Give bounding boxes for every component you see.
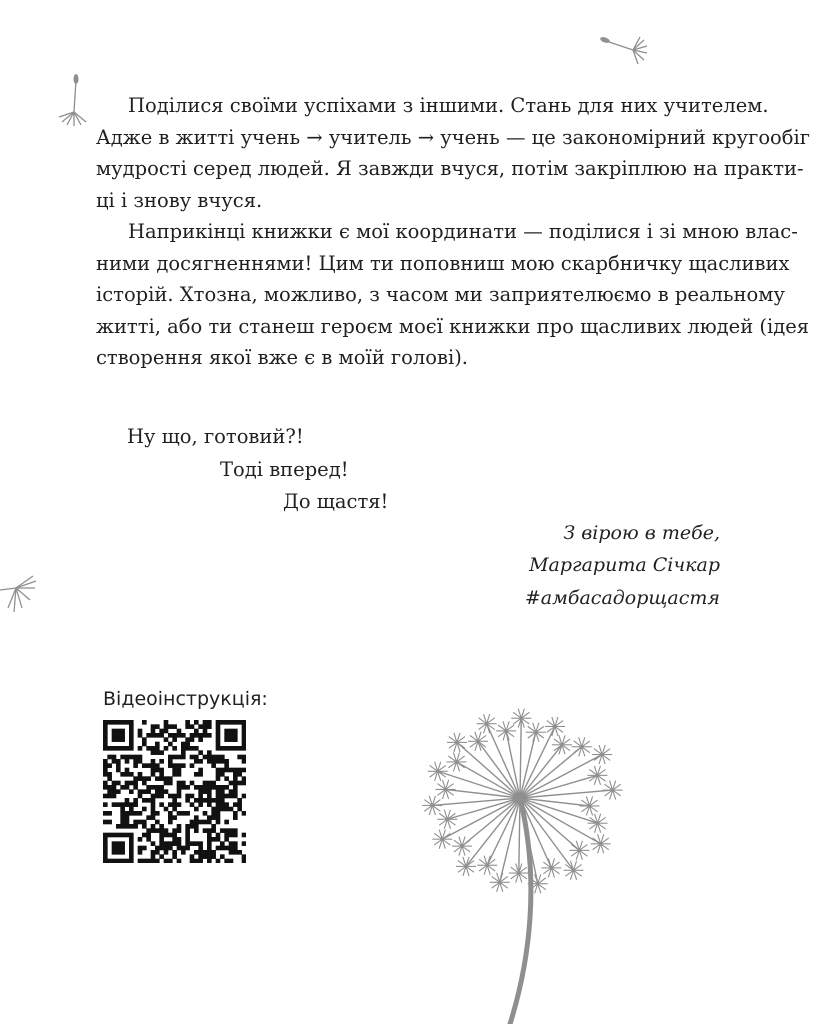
signature-greeting: З вірою в тебе, bbox=[563, 522, 720, 544]
cheer-line-happiness: До щастя! bbox=[283, 490, 389, 513]
paragraph-line: Адже в житті учень → учитель → учень — це закономірний кругообіг bbox=[96, 125, 810, 149]
qr-code-icon[interactable] bbox=[103, 720, 246, 863]
paragraph-coordinates-end bbox=[96, 342, 720, 374]
paragraph-intro bbox=[96, 90, 810, 185]
paragraph-line: мудрості серед людей. Я завжди вчуся, потім закріплюю на практи- bbox=[96, 157, 804, 180]
paragraph-line: ними досягненнями! Цим ти поповниш мою скарбничку щасливих bbox=[96, 251, 790, 275]
seed-icon-left bbox=[0, 572, 40, 617]
paragraph-line: ці і знову вчуся. bbox=[96, 188, 263, 212]
seed-icon-top-right bbox=[598, 32, 650, 72]
cheer-line-ready: Ну що, готовий?! bbox=[127, 425, 304, 448]
cheer-line-forward: Тоді вперед! bbox=[220, 458, 349, 481]
signature-author: Маргарита Січкар bbox=[529, 554, 720, 576]
paragraph-line: створення якої вже є в моїй голові). bbox=[96, 346, 469, 369]
paragraph-line: історій. Хтозна, можливо, з часом ми заприятелюємо в реальному bbox=[96, 283, 785, 306]
seed-icon-top-left bbox=[55, 72, 95, 127]
paragraph-line: житті, або ти станеш героєм моєї книжки про щасливих людей (ідея bbox=[96, 314, 810, 338]
paragraph-line: Поділися своїми успіхами з іншими. Стань для них учителем. bbox=[128, 94, 769, 117]
video-instruction-label: Відеоінструкція: bbox=[103, 688, 268, 710]
dandelion-illustration bbox=[380, 680, 680, 1024]
paragraph-intro-end bbox=[96, 185, 720, 217]
signature-hashtag: #амбасадорщастя bbox=[524, 587, 720, 609]
paragraph-coordinates bbox=[96, 216, 810, 342]
paragraph-line: Наприкінці книжки є мої координати — поділися і зі мною влас- bbox=[128, 220, 798, 243]
